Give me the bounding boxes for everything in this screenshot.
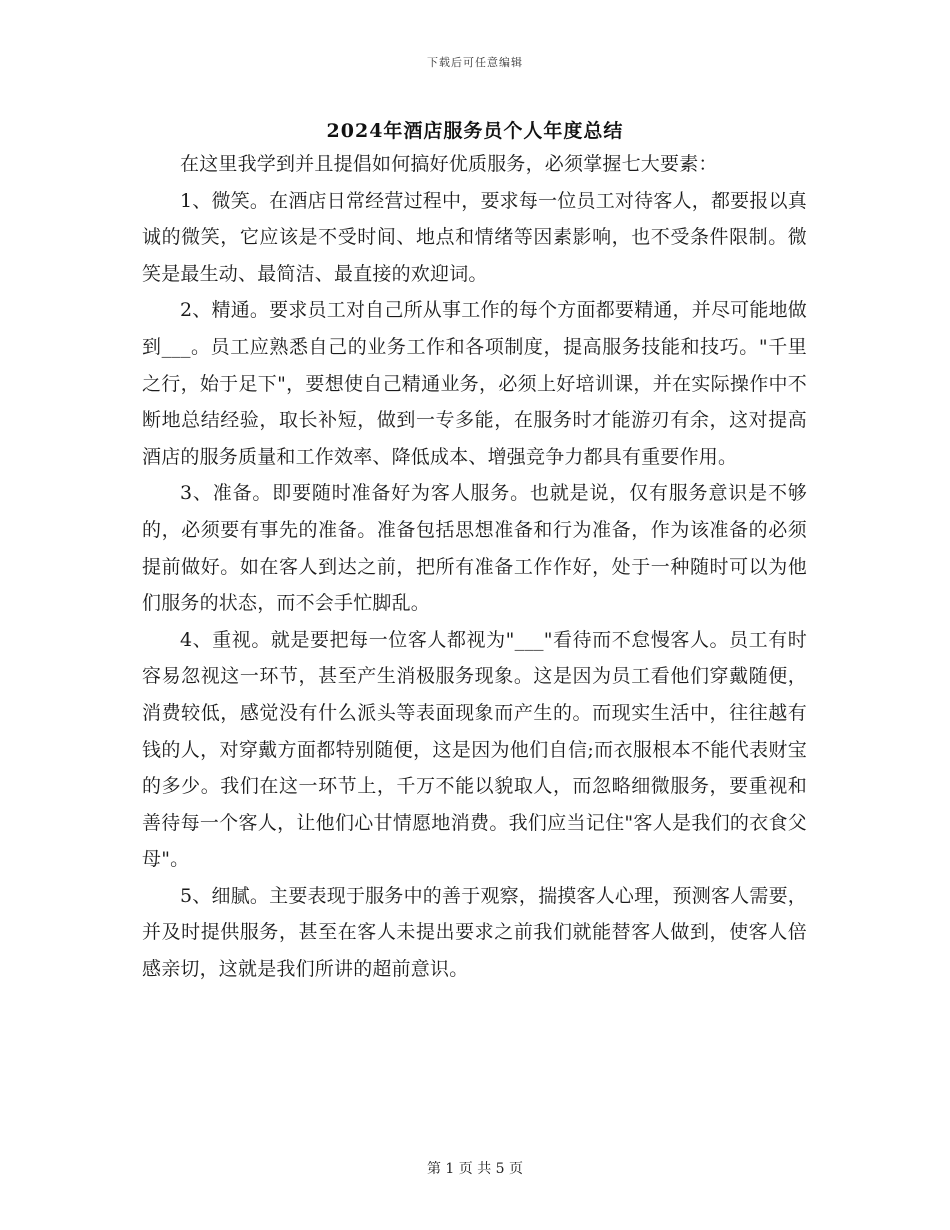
paragraph-attentiveness: 5、细腻。主要表现于服务中的善于观察，揣摸客人心理，预测客人需要，并及时提供服务，甚至在客人未提出要求之前我们就能替客人做到，使客人倍感亲切，这就是我们所讲的超前意识。 — [142, 884, 807, 981]
paragraph-smile: 1、微笑。在酒店日常经营过程中，要求每一位员工对待客人，都要报以真诚的微笑，它应该是不受时间、地点和情绪等因素影响，也不受条件限制。微笑是最生动、最简洁、最直接的欢迎词。 — [142, 189, 807, 285]
paragraph-proficiency: 2、精通。要求员工对自己所从事工作的每个方面都要精通，并尽可能地做到___。员工应熟悉自己的业务工作和各项制度，提高服务技能和技巧。"千里之行，始于足下"，要想使自己精通业务，必须上好培训课，并在实际操作中不断地总结经验，取长补短，做到一专多能，在服务时才能游刃有余，这对提高酒店的服务质量和工作效率、降低成本、增强竞争力都具有重要作用。 — [142, 299, 807, 468]
page-header-note: 下载后可任意编辑 — [427, 56, 523, 69]
page-number: 第 1 页 共 5 页 — [426, 1161, 524, 1177]
paragraph-intro: 在这里我学到并且提倡如何搞好优质服务，必须掌握七大要素： — [180, 153, 718, 175]
paragraph-attention: 4、重视。就是要把每一位客人都视为"___"看待而不怠慢客人。员工有时容易忽视这一环节，甚至产生消极服务现象。这是因为员工看他们穿戴随便，消费较低，感觉没有什么派头等表面现象而产生的。而现实生活中，往往越有钱的人，对穿戴方面都特别随便，这是因为他们自信;而衣服根本不能代表财宝的多少。我们在这一环节上，千万不能以貌取人，而忽略细微服务，要重视和善待每一个客人，让他们心甘情愿地消费。我们应当记住"客人是我们的衣食父母"。 — [142, 628, 807, 871]
document-title: 2024年酒店服务员个人年度总结 — [326, 120, 624, 142]
paragraph-preparation: 3、准备。即要随时准备好为客人服务。也就是说，仅有服务意识是不够的，必须要有事先的准备。准备包括思想准备和行为准备，作为该准备的必须提前做好。如在客人到达之前，把所有准备工作作好，处于一种随时可以为他们服务的状态，而不会手忙脚乱。 — [142, 482, 807, 615]
document-body — [142, 146, 807, 988]
